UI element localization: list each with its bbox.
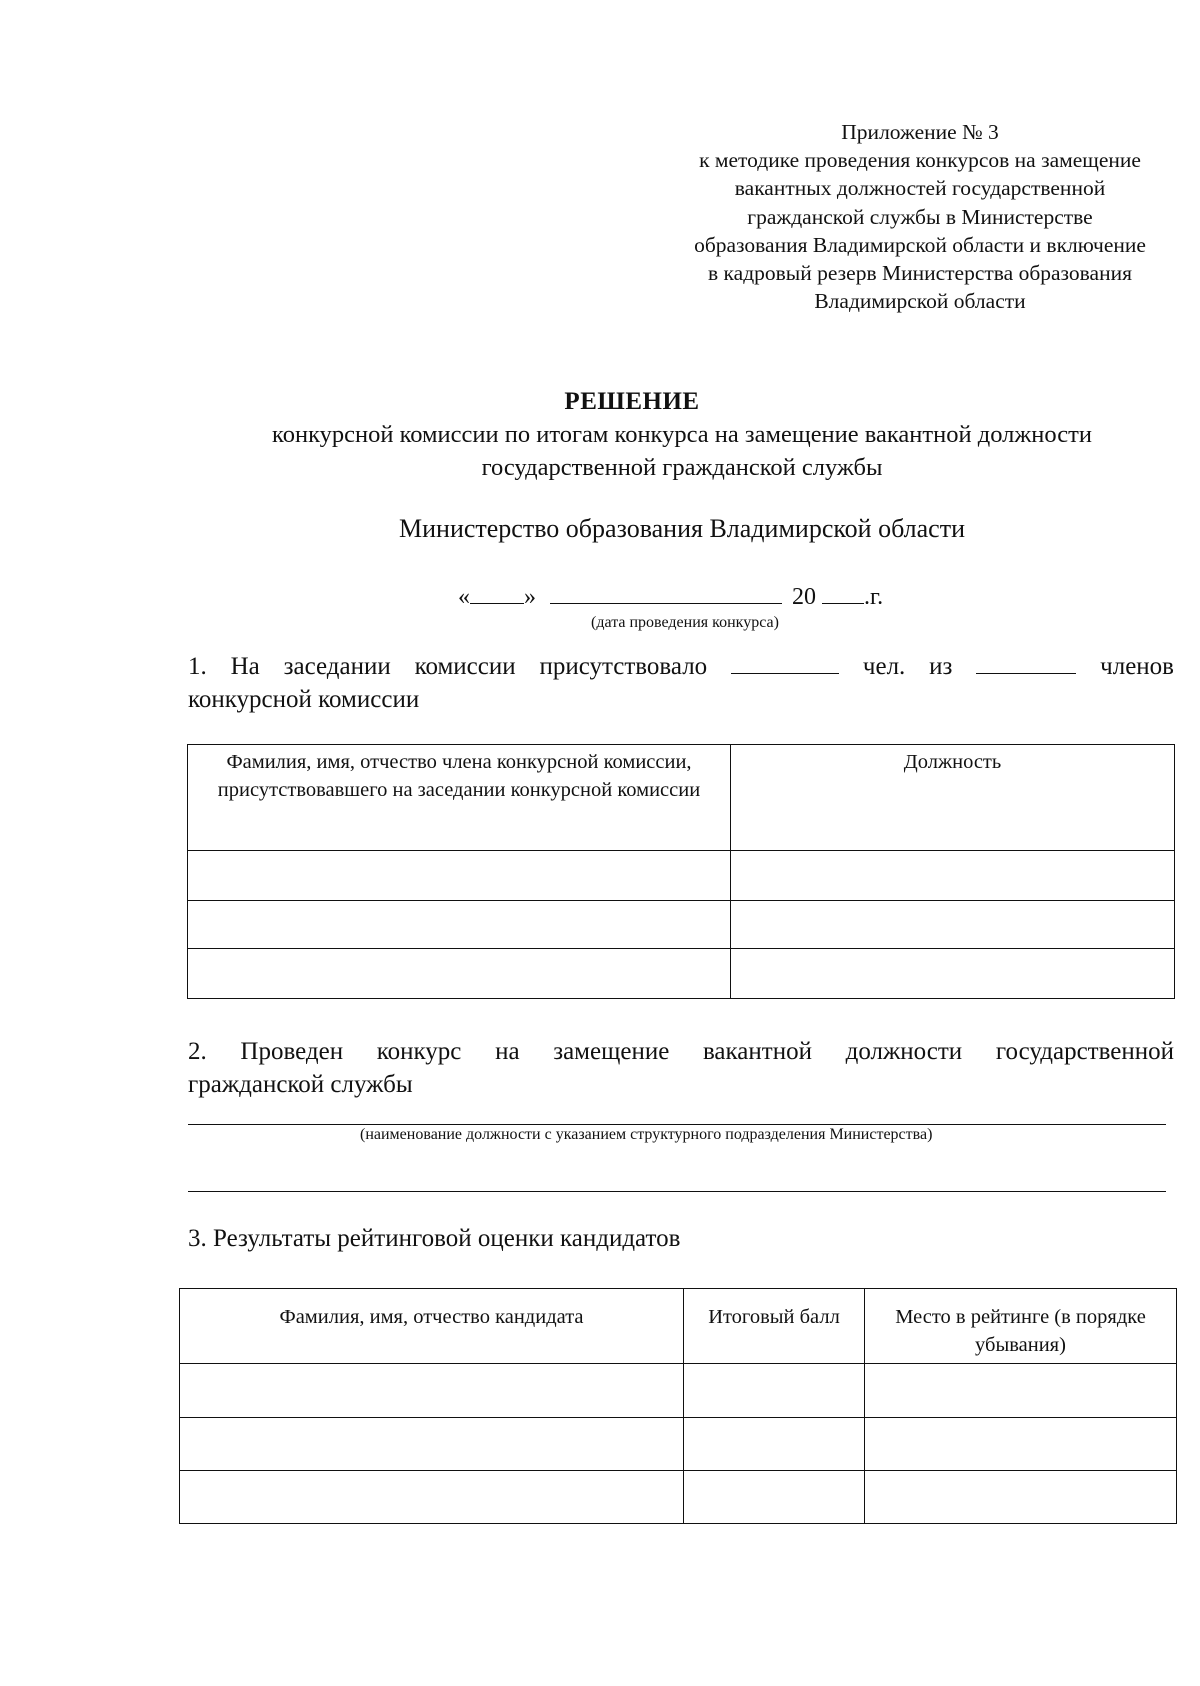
header-cell: Фамилия, имя, отчество члена конкурсной комиссии, присутствовавшего на заседании конкурсной комиссии bbox=[188, 745, 731, 851]
word: членов bbox=[1100, 653, 1174, 680]
header-cell: Место в рейтинге (в порядке убывания) bbox=[865, 1289, 1177, 1364]
position-line-2 bbox=[188, 1191, 1166, 1192]
appendix-line: в кадровый резерв Министерства образования bbox=[708, 261, 1132, 286]
word: 1. bbox=[188, 653, 207, 680]
table-header-row bbox=[188, 745, 1175, 851]
table-cell[interactable] bbox=[180, 1364, 684, 1418]
table-cell[interactable] bbox=[180, 1471, 684, 1524]
date-line bbox=[458, 583, 883, 611]
word: На bbox=[230, 653, 260, 680]
word: конкурс bbox=[376, 1038, 462, 1065]
table-cell[interactable] bbox=[731, 901, 1175, 949]
close-quote: » bbox=[524, 584, 536, 610]
commission-table bbox=[187, 744, 1175, 999]
month-blank bbox=[550, 583, 782, 604]
word: Проведен bbox=[240, 1038, 344, 1065]
section-3: 3. Результаты рейтинговой оценки кандидатов bbox=[188, 1225, 681, 1252]
appendix-line: вакантных должностей государственной bbox=[734, 176, 1106, 201]
word: должности bbox=[845, 1038, 963, 1065]
table-cell[interactable] bbox=[684, 1418, 865, 1471]
appendix-line: Приложение № 3 bbox=[841, 120, 999, 144]
word: заседании bbox=[283, 653, 391, 680]
date-caption: (дата проведения конкурса) bbox=[591, 614, 779, 631]
word: государственной bbox=[995, 1038, 1174, 1065]
position-caption: (наименование должности с указанием структурного подразделения Министерства) bbox=[360, 1126, 933, 1143]
appendix-line: к методике проведения конкурсов на замещение bbox=[699, 148, 1141, 173]
table-cell[interactable] bbox=[188, 851, 731, 901]
header-cell: Фамилия, имя, отчество кандидата bbox=[180, 1289, 684, 1364]
ministry-name: Министерство образования Владимирской области bbox=[399, 514, 965, 543]
total-count-blank bbox=[976, 653, 1076, 674]
section-1-line-2: конкурсной комиссии bbox=[188, 686, 420, 713]
table-cell[interactable] bbox=[188, 901, 731, 949]
word: из bbox=[929, 653, 953, 680]
table-cell[interactable] bbox=[731, 851, 1175, 901]
document-title: РЕШЕНИЕ bbox=[564, 388, 700, 415]
word: на bbox=[495, 1038, 520, 1065]
rating-table bbox=[179, 1288, 1177, 1524]
word: вакантной bbox=[702, 1038, 812, 1065]
table-cell[interactable] bbox=[180, 1418, 684, 1471]
word: 2. bbox=[188, 1038, 207, 1065]
table-row bbox=[188, 851, 1175, 901]
table-row bbox=[188, 949, 1175, 999]
word: замещение bbox=[553, 1038, 670, 1065]
table-cell[interactable] bbox=[684, 1364, 865, 1418]
year-suffix: .г. bbox=[864, 584, 884, 610]
table-cell[interactable] bbox=[684, 1471, 865, 1524]
day-blank bbox=[470, 583, 524, 604]
table-cell[interactable] bbox=[731, 949, 1175, 999]
table-row bbox=[180, 1418, 1177, 1471]
header-cell: Итоговый балл bbox=[684, 1289, 865, 1364]
present-count-blank bbox=[731, 653, 839, 674]
appendix-line: гражданской службы в Министерстве bbox=[747, 204, 1093, 229]
table-cell[interactable] bbox=[865, 1471, 1177, 1524]
table-row bbox=[180, 1364, 1177, 1418]
year-blank bbox=[822, 583, 864, 604]
section-2-line-2: гражданской службы bbox=[188, 1071, 413, 1098]
position-line bbox=[188, 1124, 1166, 1125]
table-cell[interactable] bbox=[188, 949, 731, 999]
table-cell[interactable] bbox=[865, 1418, 1177, 1471]
table-row bbox=[180, 1471, 1177, 1524]
document-subtitle bbox=[180, 418, 1184, 484]
appendix-line: образования Владимирской области и включение bbox=[694, 232, 1146, 257]
table-header-row bbox=[180, 1289, 1177, 1364]
section-2-line bbox=[188, 1035, 1174, 1068]
word: чел. bbox=[862, 653, 906, 680]
section-2 bbox=[188, 1035, 1174, 1101]
section-1 bbox=[188, 650, 1174, 716]
section-1-line bbox=[188, 650, 1174, 683]
word: комиссии bbox=[414, 653, 516, 680]
header-cell: Должность bbox=[731, 745, 1175, 851]
appendix-line: Владимирской области bbox=[814, 289, 1026, 314]
table-cell[interactable] bbox=[865, 1364, 1177, 1418]
subtitle-line: конкурсной комиссии по итогам конкурса на замещение вакантной должности bbox=[272, 421, 1092, 448]
word: присутствовало bbox=[539, 653, 708, 680]
open-quote: « bbox=[458, 584, 470, 610]
appendix-note bbox=[640, 118, 1200, 315]
table-row bbox=[188, 901, 1175, 949]
year-prefix: 20 bbox=[792, 584, 816, 610]
subtitle-line: государственной гражданской службы bbox=[481, 454, 883, 481]
